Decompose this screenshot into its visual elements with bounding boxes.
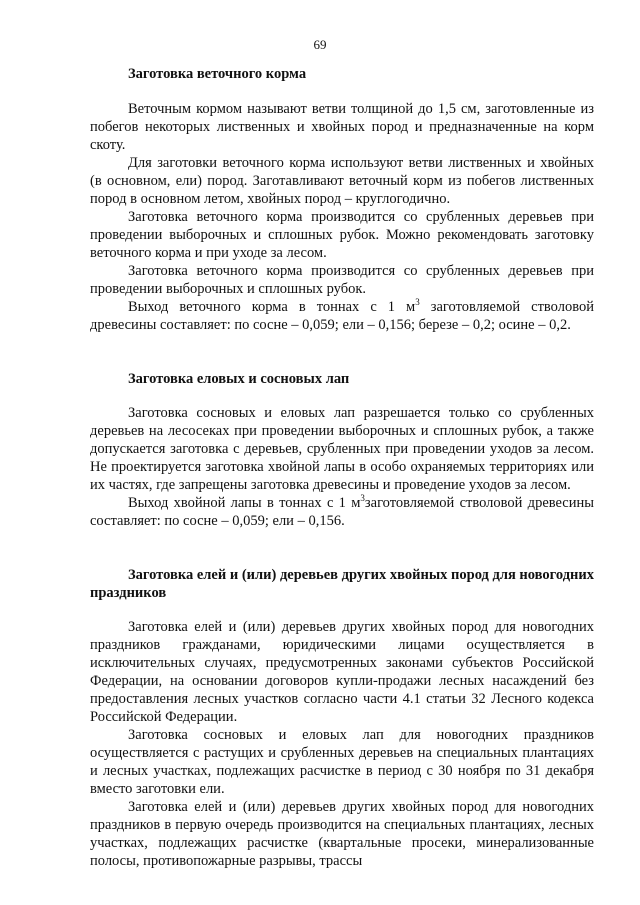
section-heading-spruce-pine-branches: Заготовка еловых и сосновых лап	[128, 371, 350, 387]
page-number: 69	[313, 37, 327, 52]
paragraph: Заготовка сосновых и еловых лап разрешается только со срубленных деревьев на лесосеках при проведении выборочных и сплошных рубок, а также допускается заготовка с деревьев, срубленных при проведении уходов за лесом. Не проектируется заготовка хвойной лапы в особо охраняемых территориях или их частях, где запрещены заготовка древесины и проведение уходов за лесом.	[90, 405, 594, 493]
superscript: 3	[360, 493, 365, 503]
paragraph: Заготовка веточного корма производится со срубленных деревьев при проведении выборочных и сплошных рубок. Можно рекомендовать заготовку веточного корма и при уходе за лесом.	[90, 209, 594, 261]
yield-text: заготовляемой стволовой древесины составляет: по сосне – 0,059; ели – 0,156.	[90, 495, 595, 529]
paragraph: Веточным кормом называют ветви толщиной до 1,5 см, заготовленные из побегов некоторых лиственных и хвойных пород и предназначенные на корм скоту.	[90, 101, 594, 153]
yield-paragraph	[90, 494, 594, 530]
yield-text: заготовляемой стволовой древесины составляет: по сосне – 0,059; ели – 0,156; березе – 0,2; осине – 0,2.	[90, 299, 594, 333]
paragraph: Для заготовки веточного корма используют ветви лиственных и хвойных (в основном, ели) пород. Заготавливают веточный корм из побегов лиственных пород в основном летом, хвойных пород – круглогодично.	[90, 155, 594, 207]
section-heading-new-year-trees: Заготовка елей и (или) деревьев других хвойных пород для новогодних праздников	[90, 567, 594, 601]
document-body	[90, 60, 594, 870]
paragraph: Заготовка елей и (или) деревьев других хвойных пород для новогодних праздников в первую очередь производится на специальных плантациях, лесных участках, подлежащих расчистке (квартальные просеки, минерализованные полосы, противопожарные разрывы, трассы	[90, 799, 594, 869]
paragraph: Заготовка сосновых и еловых лап для новогодних праздников осуществляется с растущих и срубленных деревьев на специальных плантациях и лесных участках, подлежащих расчистке в период с 30 ноября по 31 декабря вместо заготовки ели.	[90, 727, 594, 797]
paragraph: Заготовка веточного корма производится со срубленных деревьев при проведении выборочных и сплошных рубок.	[90, 263, 594, 297]
superscript: 3	[415, 297, 420, 307]
paragraph: Заготовка елей и (или) деревьев других хвойных пород для новогодних праздников гражданами, юридическими лицами осуществляется в исключительных случаях, предусмотренных законами субъектов Российской Федерации, на основании договоров купли-продажи лесных насаждений без предоставления лесных участков согласно части 4.1 статьи 32 Лесного кодекса Российской Федерации.	[90, 619, 594, 725]
section-heading-branch-feed: Заготовка веточного корма	[128, 66, 307, 82]
yield-text: Выход веточного корма в тоннах с 1 м	[128, 299, 416, 315]
yield-paragraph	[90, 298, 594, 334]
yield-text: Выход хвойной лапы в тоннах с 1 м	[128, 495, 361, 511]
